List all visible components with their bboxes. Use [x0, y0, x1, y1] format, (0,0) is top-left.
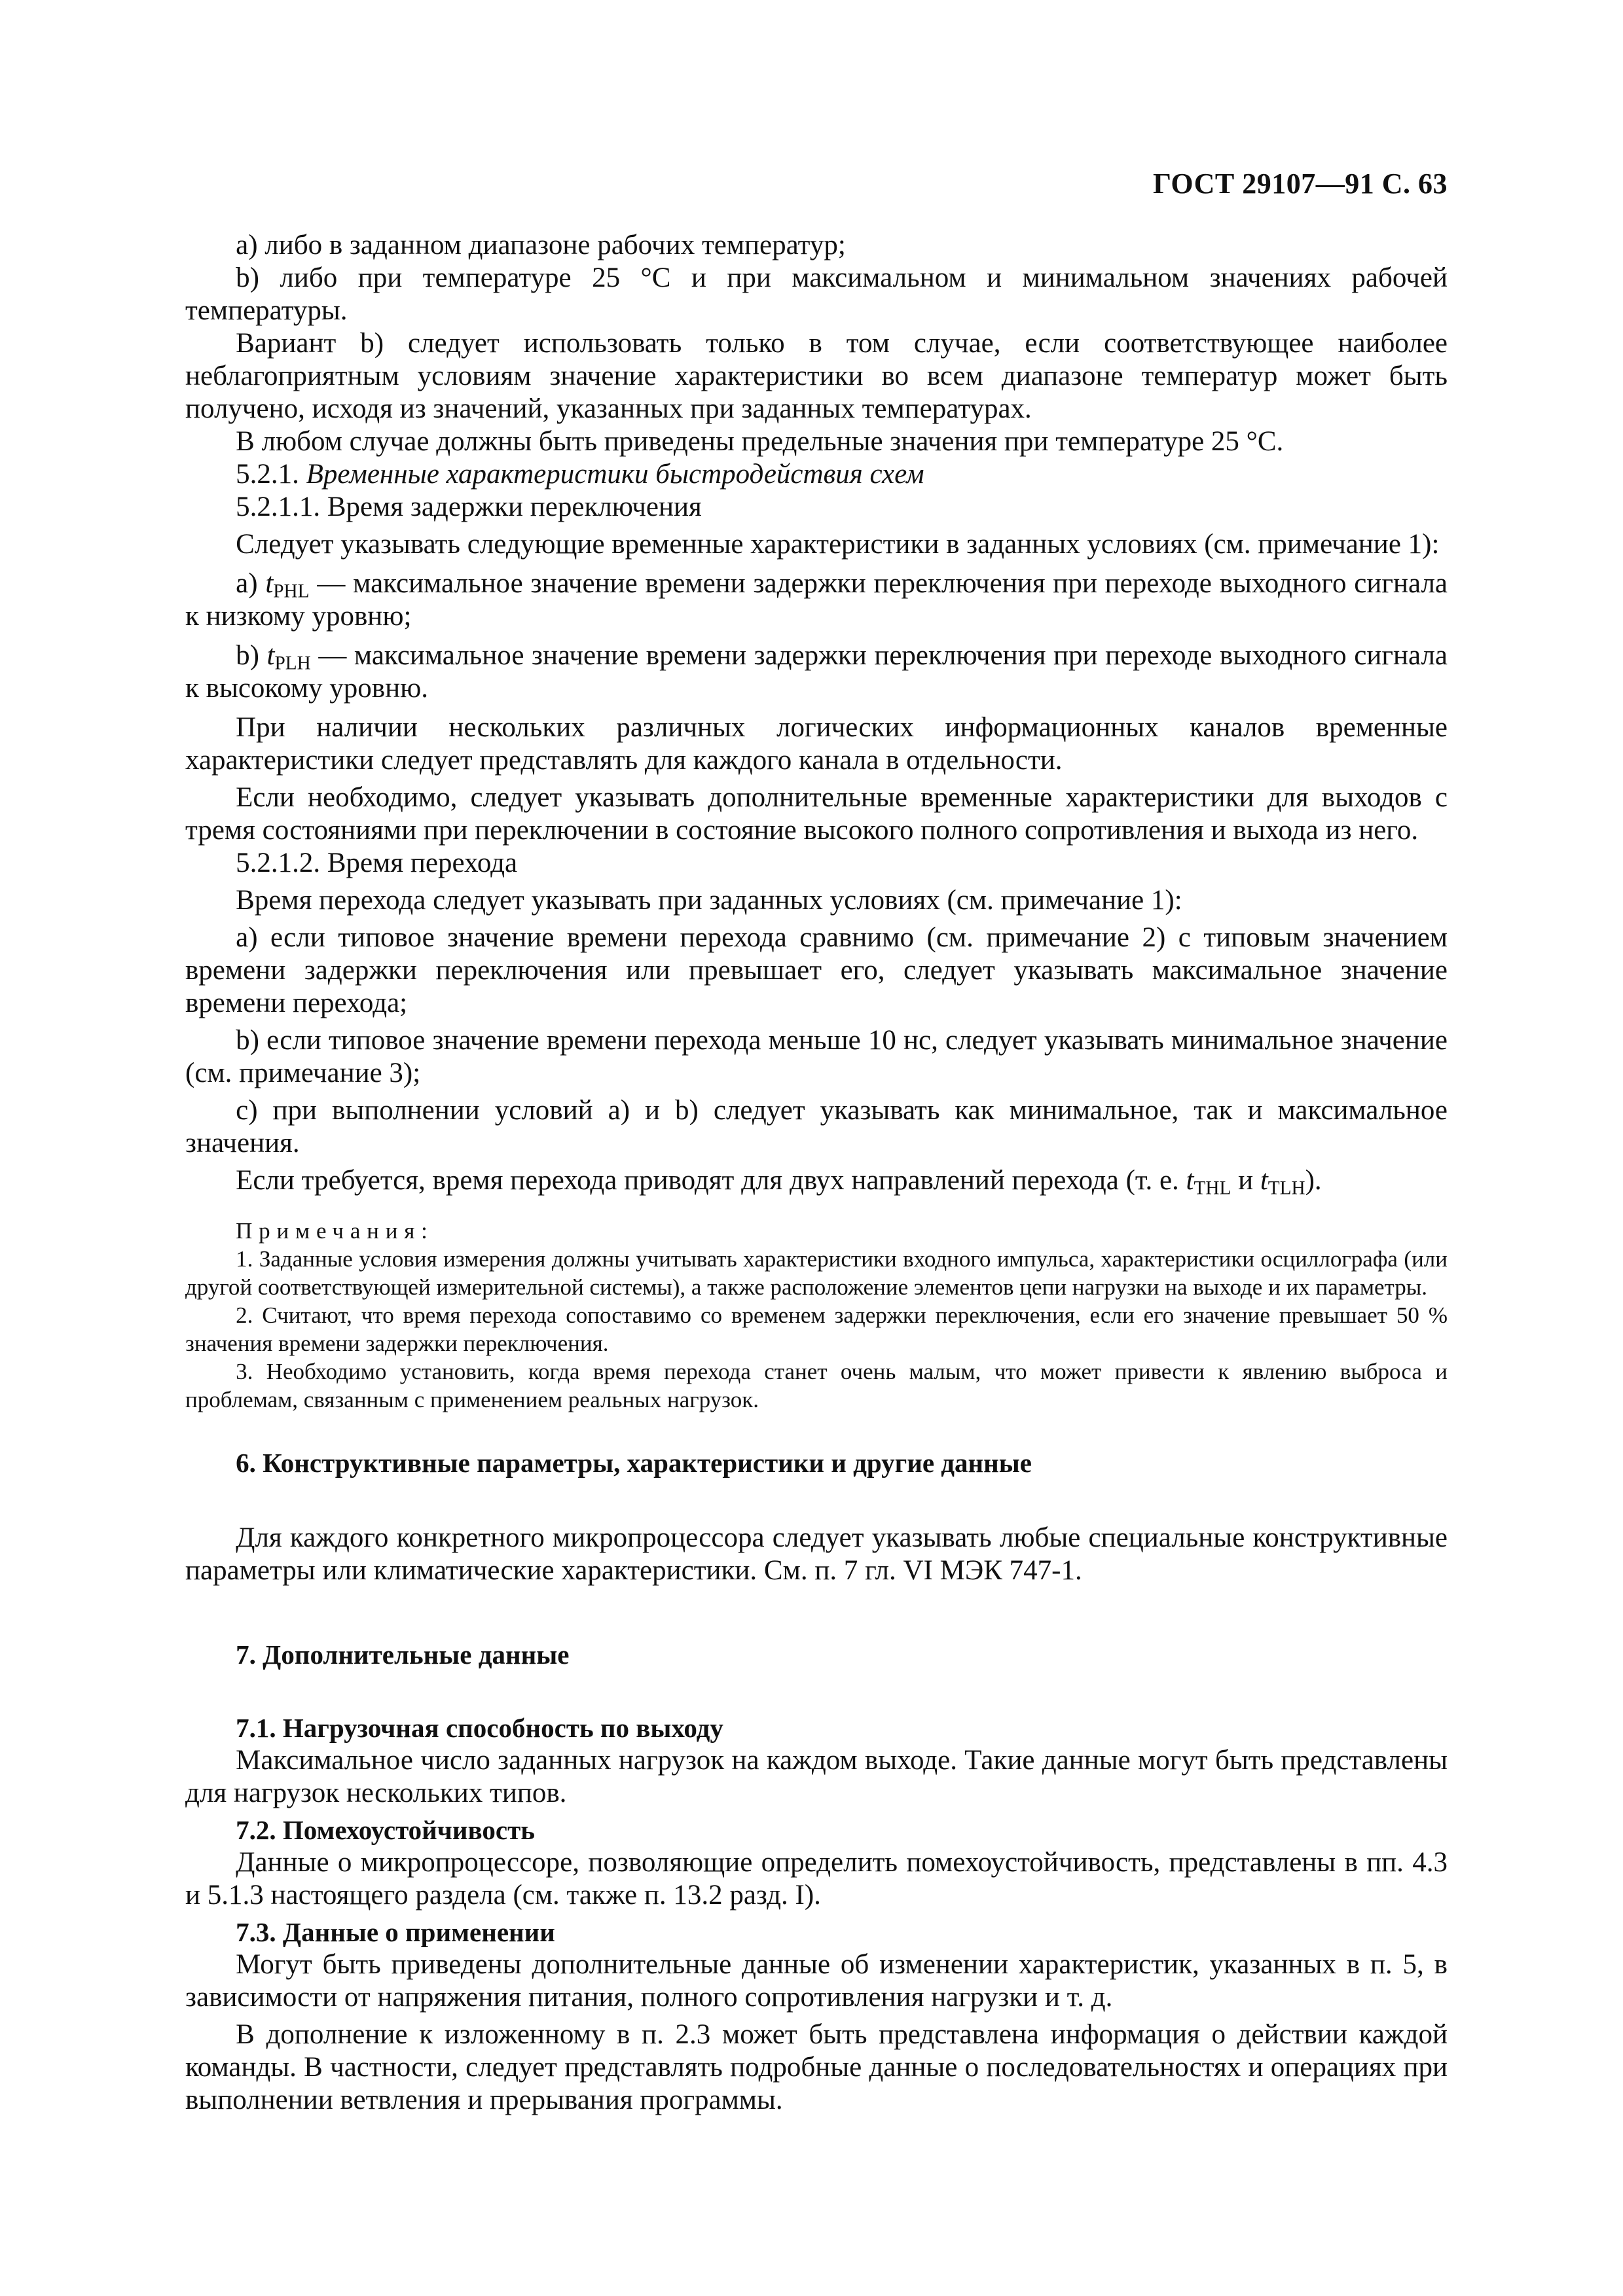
- note-1: 1. Заданные условия измерения должны учитывать характеристики входного импульса, характеристики осциллографа (или другой соответствующей измерительной системы), а также расположение элементов цепи нагрузки на выходе и их параметры.: [185, 1246, 1448, 1300]
- item-text: — максимальное значение времени задержки переключения при переходе выходного сигнала к низкому уровню;: [185, 568, 1448, 632]
- item-tplh: [185, 639, 1448, 705]
- paragraph-channels: При наличии нескольких различных логических информационных каналов временные характеристики следует представлять для каждого канала в отдельности.: [185, 712, 1448, 776]
- paragraph-three-state: Если необходимо, следует указывать дополнительные временные характеристики для выходов с тремя состояниями при переключении в состояние высокого полного сопротивления и выхода из него.: [185, 782, 1448, 846]
- section-7-1-text: Максимальное число заданных нагрузок на каждом выходе. Такие данные могут быть представлены для нагрузок нескольких типов.: [185, 1745, 1448, 1808]
- symbol-subscript: THL: [1194, 1177, 1231, 1199]
- section-7-3-heading: 7.3. Данные о применении: [236, 1917, 555, 1947]
- text-run: и: [1231, 1165, 1260, 1196]
- symbol-t: t: [1186, 1165, 1194, 1196]
- paragraph-timing-intro: Следует указывать следующие временные характеристики в заданных условиях (см. примечание 1):: [236, 529, 1440, 560]
- paragraph-transition-intro: Время перехода следует указывать при заданных условиях (см. примечание 1):: [236, 885, 1182, 916]
- item-letter: b): [236, 640, 267, 671]
- section-7-heading: 7. Дополнительные данные: [236, 1640, 570, 1670]
- paragraph-two-directions: [185, 1164, 1448, 1197]
- item-transition-b: b) если типовое значение времени перехода меньше 10 нс, следует указывать минимальное значение (см. примечание 3);: [185, 1025, 1448, 1088]
- symbol-t: t: [1260, 1165, 1268, 1196]
- item-transition-c: c) при выполнении условий a) и b) следует указывать как минимальное, так и максимальное значения.: [185, 1095, 1448, 1158]
- clause-5-2-1: [185, 458, 1448, 491]
- symbol-subscript: PLH: [274, 653, 311, 674]
- paragraph-limit-values: В любом случае должны быть приведены предельные значения при температуре 25 °С.: [236, 426, 1284, 457]
- section-7-2-heading: 7.2. Помехоустойчивость: [236, 1815, 535, 1845]
- text-run: ).: [1305, 1165, 1322, 1196]
- item-tphl: [185, 567, 1448, 633]
- clause-5-2-1-1: 5.2.1.1. Время задержки переключения: [236, 492, 702, 522]
- section-6-heading: 6. Конструктивные параметры, характеристики и другие данные: [236, 1448, 1032, 1478]
- symbol-t: t: [266, 640, 275, 671]
- item-text: — максимальное значение времени задержки переключения при переходе выходного сигнала к высокому уровню.: [185, 640, 1448, 704]
- paragraph-condition-a: a) либо в заданном диапазоне рабочих температур;: [236, 230, 846, 260]
- clause-5-2-1-2: 5.2.1.2. Время перехода: [236, 848, 518, 878]
- clause-title: Временные характеристики быстродействия схем: [306, 459, 924, 490]
- item-letter: a): [236, 568, 266, 599]
- section-7-1-heading: 7.1. Нагрузочная способность по выходу: [236, 1713, 723, 1743]
- paragraph-condition-b: b) либо при температуре 25 °С и при максимальном и минимальном значениях рабочей температуры.: [185, 262, 1448, 326]
- section-7-3-text-1: Могут быть приведены дополнительные данные об изменении характеристик, указанных в п. 5, в зависимости от напряжения питания, полного сопротивления нагрузки и т. д.: [185, 1949, 1448, 2013]
- section-7-2-text: Данные о микропроцессоре, позволяющие определить помехоустойчивость, представлены в пп. 4.3 и 5.1.3 настоящего раздела (см. также п. 13.2 разд. I).: [185, 1847, 1448, 1910]
- running-header: ГОСТ 29107—91 С. 63: [1152, 168, 1448, 200]
- note-3: 3. Необходимо установить, когда время перехода станет очень малым, что может привести к явлению выброса и проблемам, связанным с применением реальных нагрузок.: [185, 1359, 1448, 1412]
- section-7-3-text-2: В дополнение к изложенному в п. 2.3 может быть представлена информация о действии каждой команды. В частности, следует представлять подробные данные о последовательностях и операциях при выполнении ветвления и прерывания программы.: [185, 2019, 1448, 2115]
- notes-block: [185, 1217, 1448, 1414]
- text-run: Если требуется, время перехода приводят для двух направлений перехода (т. е.: [236, 1165, 1186, 1196]
- symbol-subscript: TLH: [1267, 1177, 1305, 1199]
- clause-number: 5.2.1.: [236, 459, 299, 490]
- notes-title-text: Примечания:: [236, 1218, 434, 1244]
- section-6-text: Для каждого конкретного микропроцессора следует указывать любые специальные конструктивные параметры или климатические характеристики. См. п. 7 гл. VI МЭК 747-1.: [185, 1522, 1448, 1586]
- paragraph-variant-b: Вариант b) следует использовать только в том случае, если соответствующее наиболее неблагоприятным условиям значение характеристики во всем диапазоне температур может быть получено, исходя из значений, указанных при заданных температурах.: [185, 328, 1448, 424]
- page-body: [185, 229, 1448, 2117]
- note-2: 2. Считают, что время перехода сопоставимо со временем задержки переключения, если его значение превышает 50 % значения времени задержки переключения.: [185, 1302, 1448, 1356]
- item-transition-a: a) если типовое значение времени перехода сравнимо (см. примечание 2) с типовым значением времени задержки переключения или превышает его, следует указывать максимальное значение времени перехода;: [185, 922, 1448, 1018]
- symbol-t: t: [265, 568, 274, 599]
- symbol-subscript: PHL: [273, 581, 310, 602]
- notes-title: [185, 1217, 1448, 1245]
